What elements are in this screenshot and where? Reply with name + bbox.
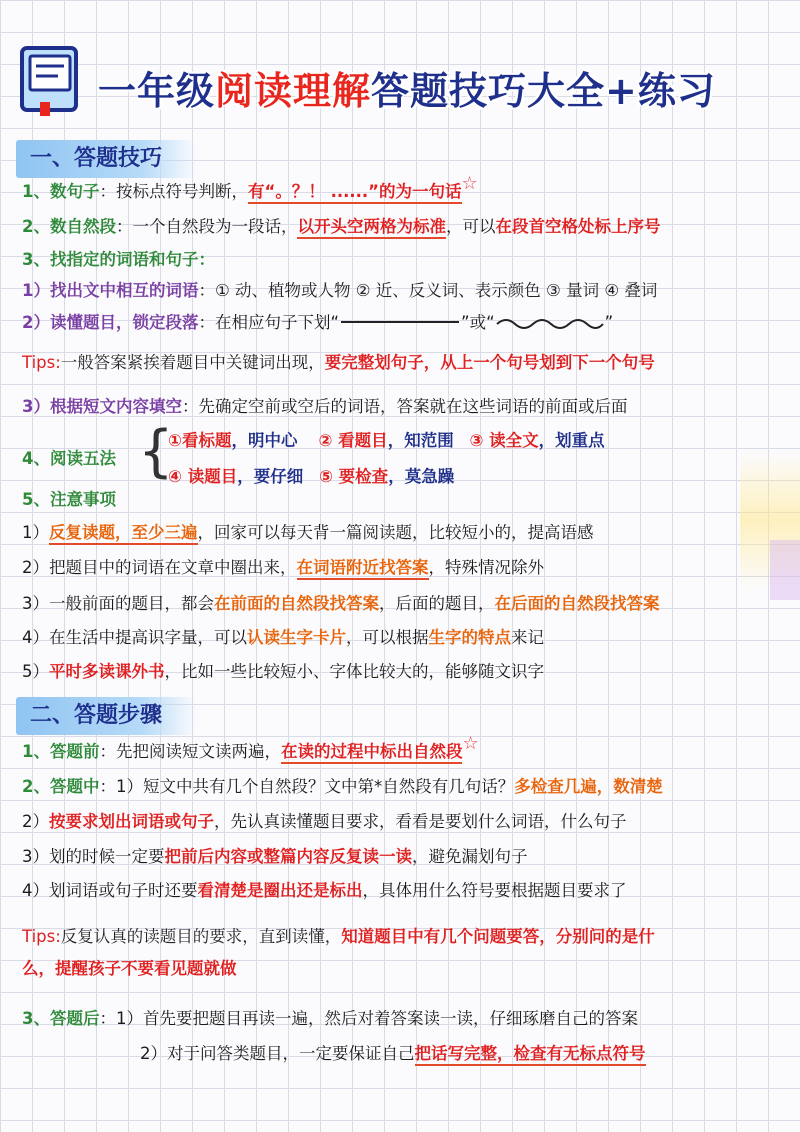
item-count-sentences: 1、数句子：按标点符号判断，有“。？！ ......”的为一句话☆	[22, 181, 790, 203]
note-2: 2）把题目中的词语在文章中圈出来，在词语附近找答案，特殊情况除外	[22, 557, 790, 579]
item-find-words-heading: 3、找指定的词语和句子：	[22, 250, 215, 269]
section-heading-techniques: 一、答题技巧	[16, 140, 196, 178]
tips-1: Tips:一般答案紧挨着题目中关键词出现，要完整划句子，从上一个句号划到下一个句号	[22, 353, 655, 372]
note-4: 4）在生活中提高识字量，可以认读生字卡片，可以根据生字的特点来记	[22, 628, 544, 647]
note-5: 5）平时多读课外书，比如一些比较短小、字体比较大的，能够随文识字	[22, 662, 544, 681]
step-during-4: 4）划词语或句子时还要看清楚是圈出还是标出，具体用什么符号要根据题目要求了	[22, 881, 627, 900]
item-count-paragraphs: 2、数自然段：一个自然段为一段话，以开头空两格为标准，可以在段首空格处标上序号	[22, 216, 790, 238]
step-during-2: 2）按要求划出词语或句子，先认真读懂题目要求，看看是要划什么词语，什么句子	[22, 812, 627, 831]
item-read-question: 2）读懂题目，锁定段落：在相应句子下划“ ”或“ ”	[22, 313, 614, 332]
tips-2-cont: 么，提醒孩子不要看见题就做	[22, 959, 237, 978]
star-icon: ☆	[461, 173, 478, 194]
five-methods-label: 4、阅读五法	[22, 449, 116, 468]
item-find-words: 1）找出文中相互的词语：① 动、植物或人物 ② 近、反义词、表示颜色 ③ 量词 ④ 叠词	[22, 281, 658, 300]
book-icon	[18, 44, 82, 118]
step-after: 3、答题后：1）首先要把题目再读一遍，然后对着答案读一读，仔细琢磨自己的答案	[22, 1009, 638, 1028]
section-heading-steps: 二、答题步骤	[16, 697, 196, 735]
five-methods-line2: ④ 读题目，要仔细 ⑤ 要检查，莫急躁	[168, 467, 455, 486]
step-during-3: 3）划的时候一定要把前后内容或整篇内容反复读一读，避免漏划句子	[22, 847, 528, 866]
step-before: 1、答题前：先把阅读短文读两遍，在读的过程中标出自然段☆	[22, 741, 790, 763]
star-icon: ☆	[462, 733, 479, 754]
step-during: 2、答题中：1）短文中共有几个自然段？文中第*自然段有几句话？多检查几遍，数清楚	[22, 777, 663, 796]
note-3: 3）一般前面的题目，都会在前面的自然段找答案，后面的题目，在后面的自然段找答案	[22, 594, 660, 613]
tips-2: Tips:反复认真的读题目的要求，直到读懂，知道题目中有几个问题要答，分别问的是什	[22, 927, 655, 946]
item-fill-blank: 3）根据短文内容填空：先确定空前或空后的词语，答案就在这些词语的前面或后面	[22, 397, 628, 416]
five-methods-line1: ①看标题，明中心 ② 看题目，知范围 ③ 读全文，划重点	[168, 431, 605, 450]
brace-icon: {	[138, 419, 174, 484]
page-title: 一年级阅读理解答题技巧大全+练习	[98, 69, 716, 113]
wavy-line-mark	[495, 316, 605, 332]
straight-line-mark	[341, 321, 459, 323]
notes-heading: 5、注意事项	[22, 490, 116, 509]
note-1: 1）反复读题，至少三遍，回家可以每天背一篇阅读题，比较短小的，提高语感	[22, 522, 790, 544]
step-after-2: 2）对于问答类题目，一定要保证自己把话写完整，检查有无标点符号	[140, 1043, 790, 1065]
